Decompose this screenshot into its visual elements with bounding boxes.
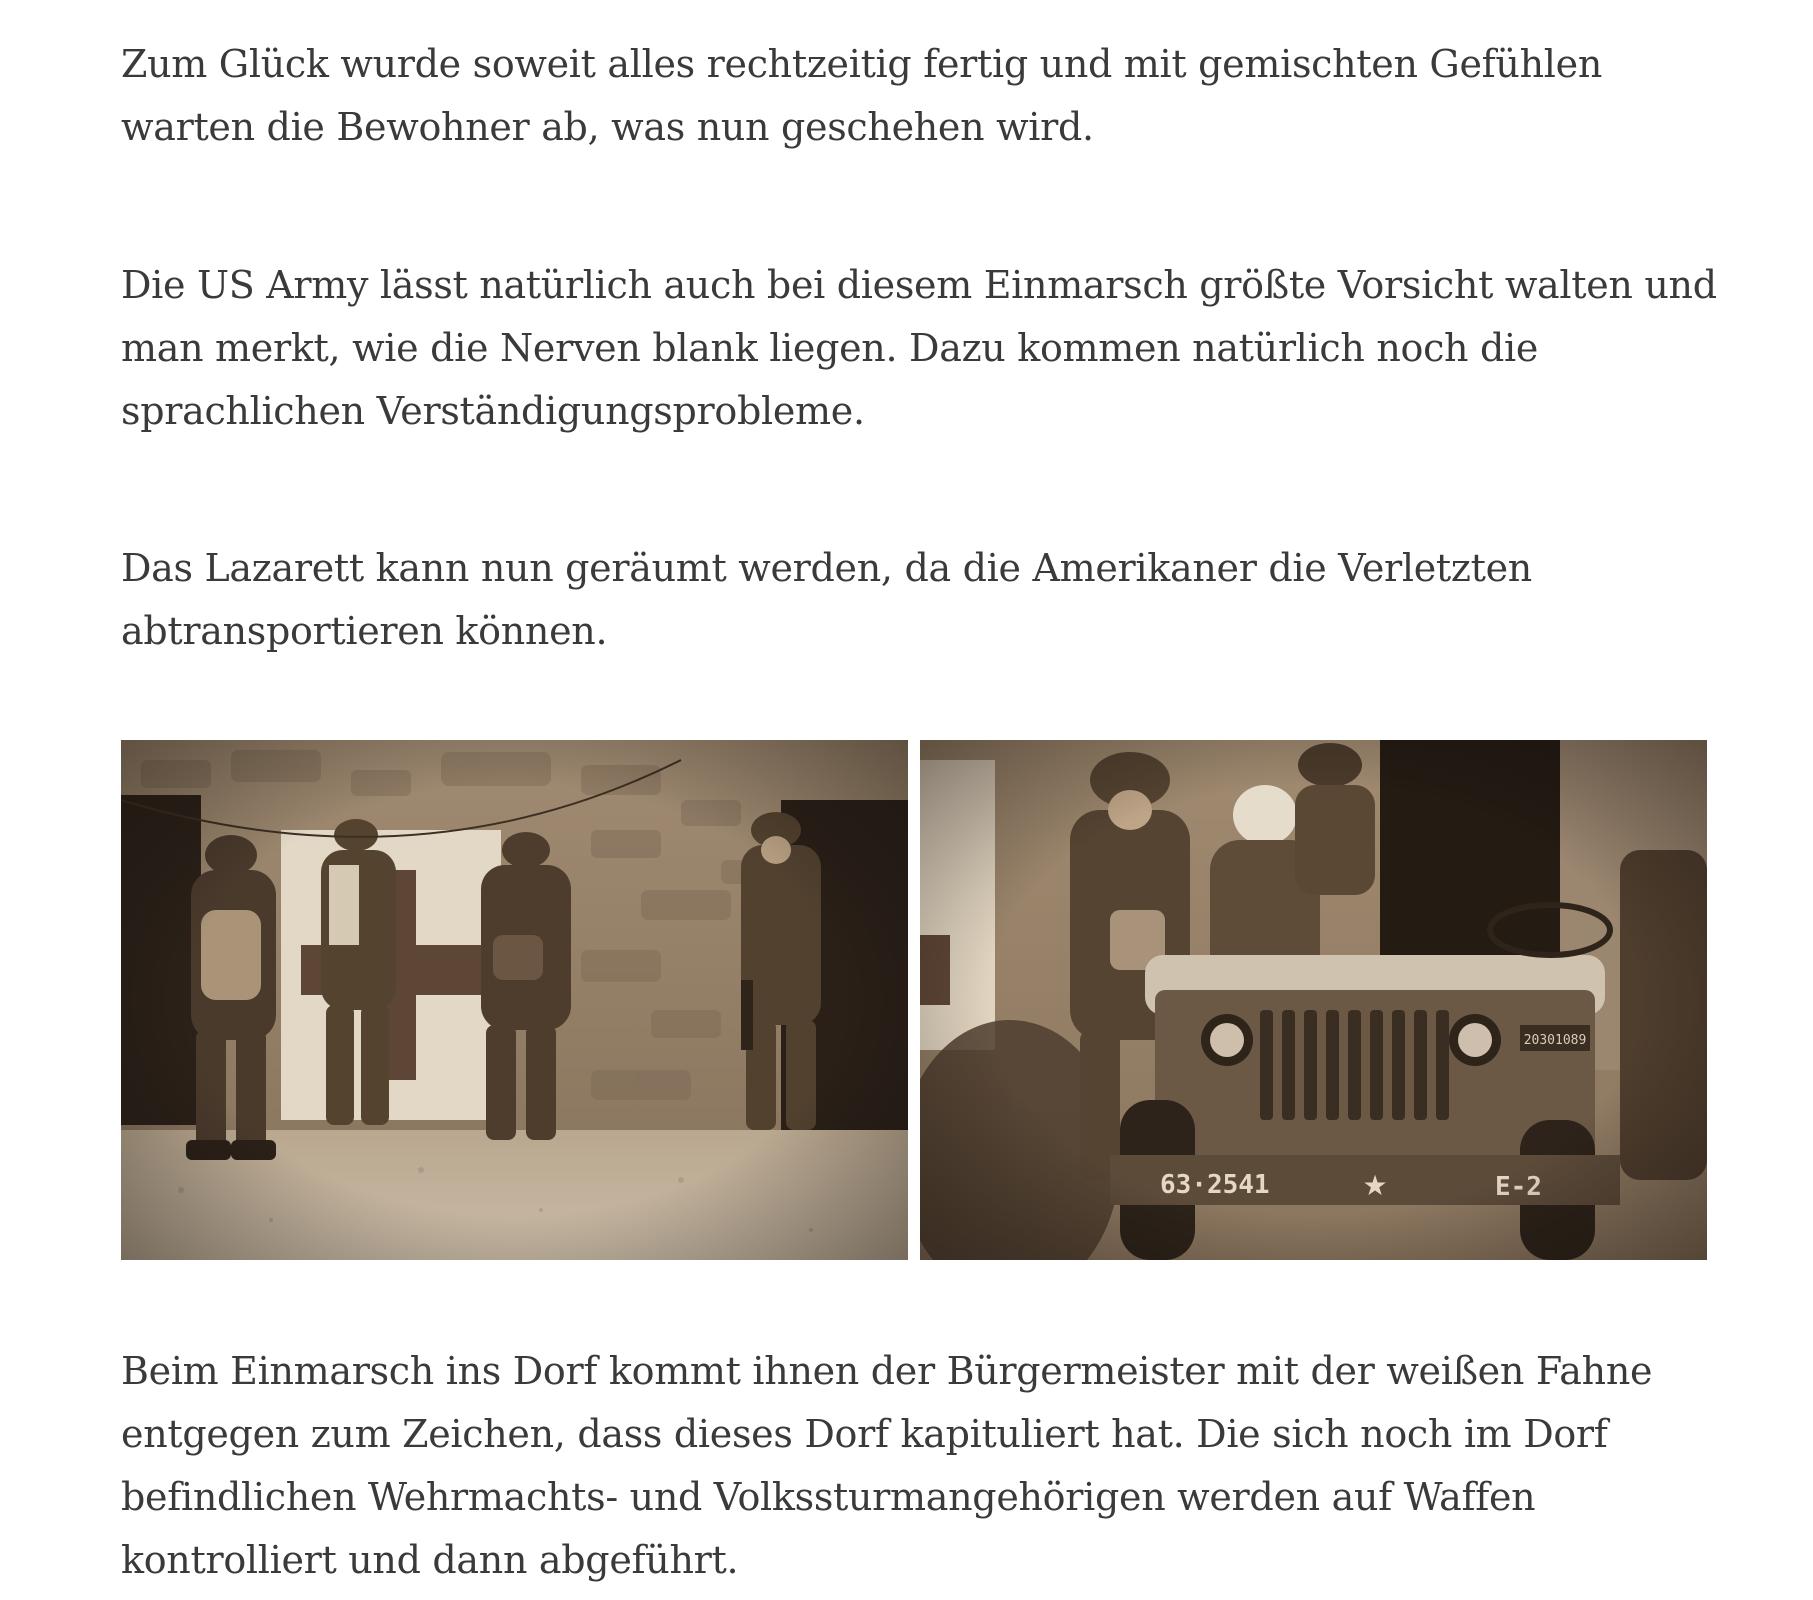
gallery-photo-soldiers-lazarett[interactable] — [121, 740, 908, 1260]
photo-soldiers-lazarett-image — [121, 740, 908, 1260]
article-paragraph: Die US Army lässt natürlich auch bei diesem Einmarsch größte Vorsicht walten und man merkt, wie die Nerven blank liegen. Dazu kommen natürlich noch die sprachlichen Verständigungsprobleme. — [121, 263, 1717, 433]
photo-jeep-soldiers-image — [920, 740, 1707, 1260]
article-paragraph: Zum Glück wurde soweit alles rechtzeitig fertig und mit gemischten Gefühlen warten die Bewohner ab, was nun geschehen wird. — [121, 42, 1602, 149]
article-paragraph: Das Lazarett kann nun geräumt werden, da die Amerikaner die Verletzten abtransportieren können. — [121, 546, 1532, 653]
image-gallery — [121, 740, 1707, 1260]
article-paragraph: Beim Einmarsch ins Dorf kommt ihnen der Bürgermeister mit der weißen Fahne entgegen zum Zeichen, dass dieses Dorf kapituliert hat. Die sich noch im Dorf befindlichen Wehrmachts- und Volkssturmangehörigen werden auf Waffen kontrolliert und dann abgeführt. — [121, 1349, 1653, 1582]
gallery-photo-jeep-soldiers[interactable] — [920, 740, 1707, 1260]
